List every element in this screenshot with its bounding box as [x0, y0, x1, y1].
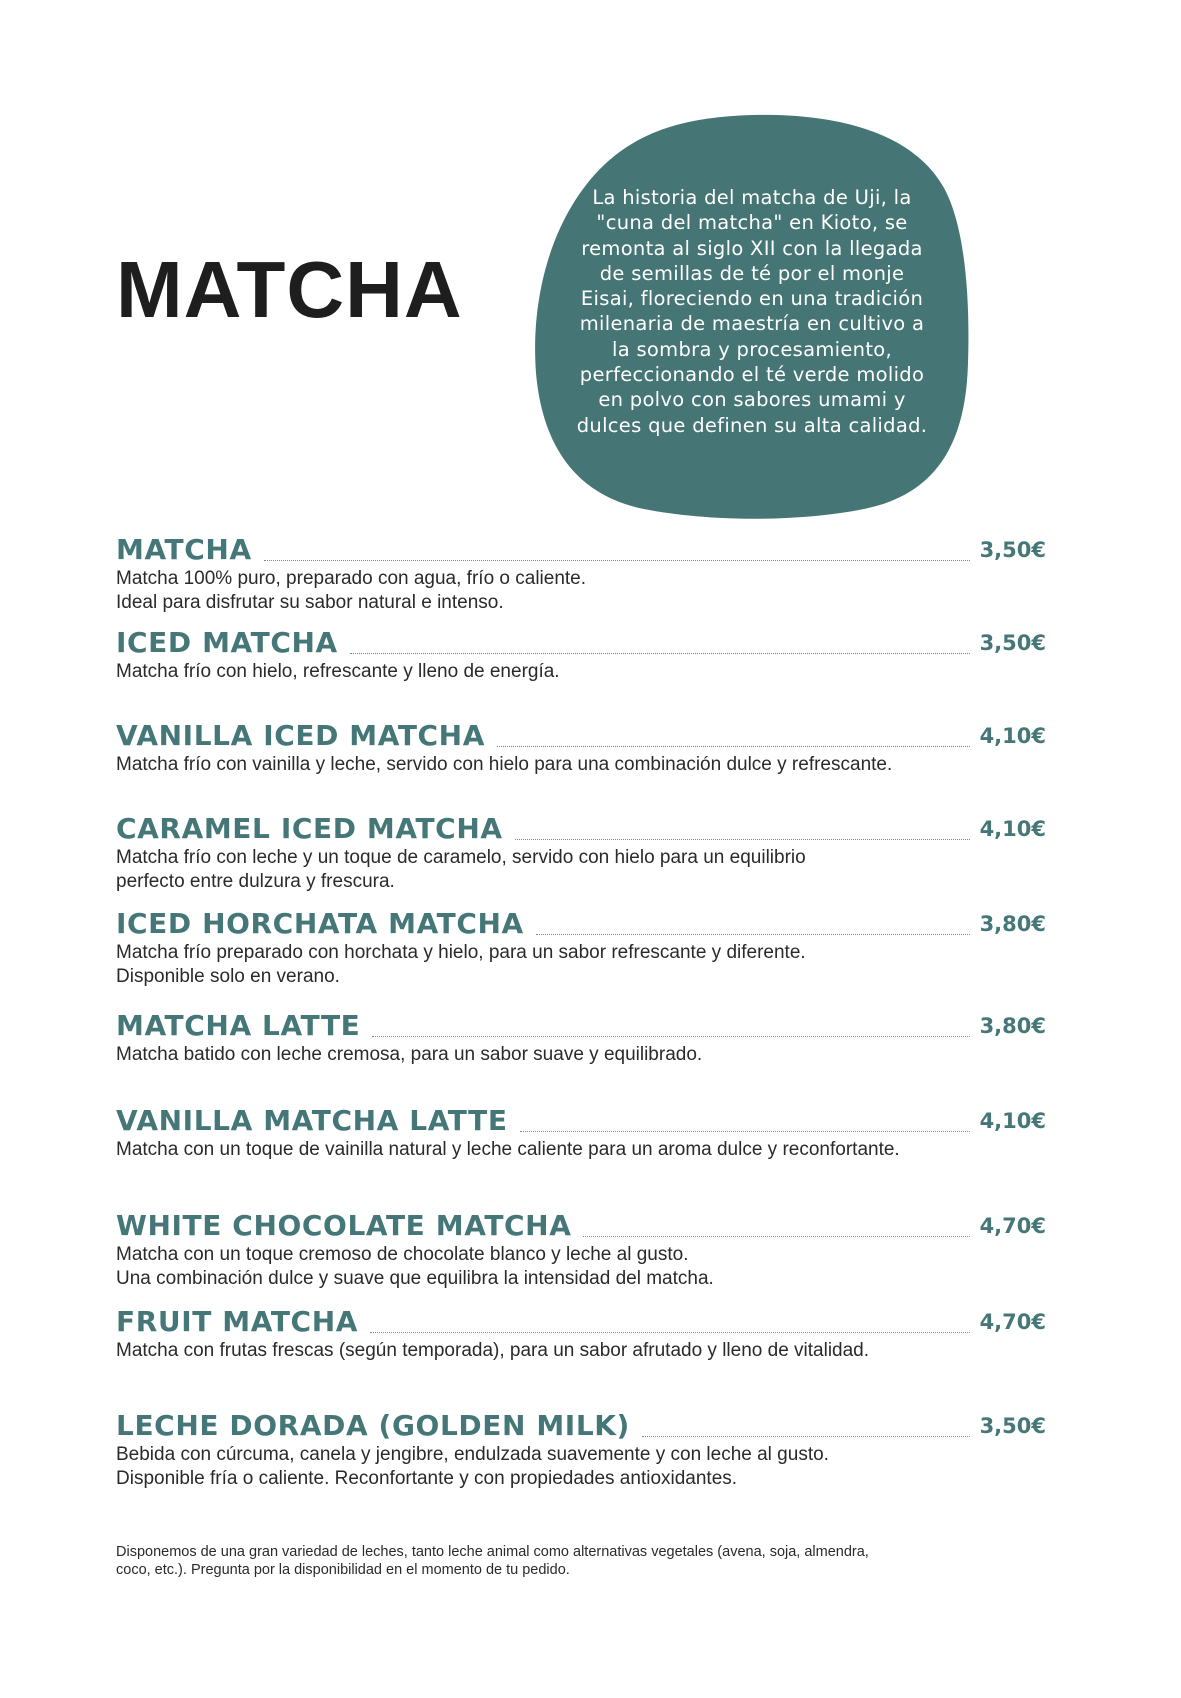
item-description: Matcha con frutas frescas (según temporada), para un sabor afrutado y lleno de vitalidad.: [116, 1340, 870, 1361]
item-name: CARAMEL ICED MATCHA: [116, 812, 503, 845]
item-name: VANILLA MATCHA LATTE: [116, 1104, 508, 1137]
menu-item: [116, 1305, 1046, 1363]
dotted-leader: [583, 1235, 969, 1237]
menu-item: [116, 907, 1046, 989]
dotted-leader: [497, 745, 970, 747]
item-description: Matcha batido con leche cremosa, para un sabor suave y equilibrado.: [116, 1044, 703, 1065]
item-name: ICED HORCHATA MATCHA: [116, 907, 524, 940]
dotted-leader: [264, 559, 970, 561]
intro-bubble: [534, 113, 970, 521]
menu-item: [116, 533, 1046, 615]
item-price: 4,10€: [979, 1109, 1046, 1133]
dotted-leader: [520, 1130, 970, 1132]
dotted-leader: [350, 652, 970, 654]
item-name: MATCHA: [116, 533, 252, 566]
item-price: 3,80€: [979, 912, 1046, 936]
page-title: MATCHA: [116, 245, 463, 334]
item-name: WHITE CHOCOLATE MATCHA: [116, 1209, 572, 1242]
menu-item: [116, 1409, 1046, 1491]
footnote: Disponemos de una gran variedad de leches, tanto leche animal como alternativas vegetales (avena, soja, almendra, coco, etc.). Pregunta por la disponibilidad en el momento de tu pedido.: [116, 1544, 869, 1578]
item-price: 3,50€: [979, 538, 1046, 562]
item-price: 4,70€: [979, 1214, 1046, 1238]
dotted-leader: [642, 1435, 970, 1437]
item-name: VANILLA ICED MATCHA: [116, 719, 485, 752]
dotted-leader: [515, 838, 970, 840]
dotted-leader: [370, 1331, 970, 1333]
item-description: Matcha frío preparado con horchata y hielo, para un sabor refrescante y diferente. Disponible solo en verano.: [116, 942, 806, 987]
item-description: Matcha frío con leche y un toque de caramelo, servido con hielo para un equilibrio perfecto entre dulzura y frescura.: [116, 847, 806, 892]
item-name: FRUIT MATCHA: [116, 1305, 359, 1338]
dotted-leader: [536, 933, 970, 935]
item-price: 4,70€: [979, 1310, 1046, 1334]
item-name: ICED MATCHA: [116, 626, 338, 659]
item-description: Bebida con cúrcuma, canela y jengibre, endulzada suavemente y con leche al gusto. Disponible fría o caliente. Reconfortante y con propiedades antioxidantes.: [116, 1444, 829, 1489]
item-description: Matcha frío con hielo, refrescante y lleno de energía.: [116, 661, 560, 682]
intro-text: La historia del matcha de Uji, la "cuna del matcha" en Kioto, se remonta al siglo XII con la llegada de semillas de té por el monje Eisai, floreciendo en una tradición milenaria de maestría en cultivo a la sombra y procesamiento, perfeccionando el té verde molido en polvo con sabores umami y dulces que definen su alta calidad.: [576, 186, 928, 437]
item-description: Matcha frío con vainilla y leche, servido con hielo para una combinación dulce y refrescante.: [116, 754, 893, 775]
item-description: Matcha 100% puro, preparado con agua, frío o caliente. Ideal para disfrutar su sabor natural e intenso.: [116, 568, 587, 613]
menu-item: [116, 719, 1046, 777]
menu-item: [116, 1009, 1046, 1067]
menu-item: [116, 1209, 1046, 1291]
item-name: LECHE DORADA (GOLDEN MILK): [116, 1409, 630, 1442]
menu-item: [116, 812, 1046, 894]
menu-item: [116, 1104, 1046, 1162]
item-price: 3,50€: [979, 1414, 1046, 1438]
item-description: Matcha con un toque cremoso de chocolate blanco y leche al gusto. Una combinación dulce y suave que equilibra la intensidad del matcha.: [116, 1244, 714, 1289]
item-price: 3,80€: [979, 1014, 1046, 1038]
item-description: Matcha con un toque de vainilla natural y leche caliente para un aroma dulce y reconfortante.: [116, 1139, 900, 1160]
item-price: 3,50€: [979, 631, 1046, 655]
dotted-leader: [372, 1035, 969, 1037]
item-name: MATCHA LATTE: [116, 1009, 361, 1042]
menu-item: [116, 626, 1046, 684]
item-price: 4,10€: [979, 817, 1046, 841]
item-price: 4,10€: [979, 724, 1046, 748]
